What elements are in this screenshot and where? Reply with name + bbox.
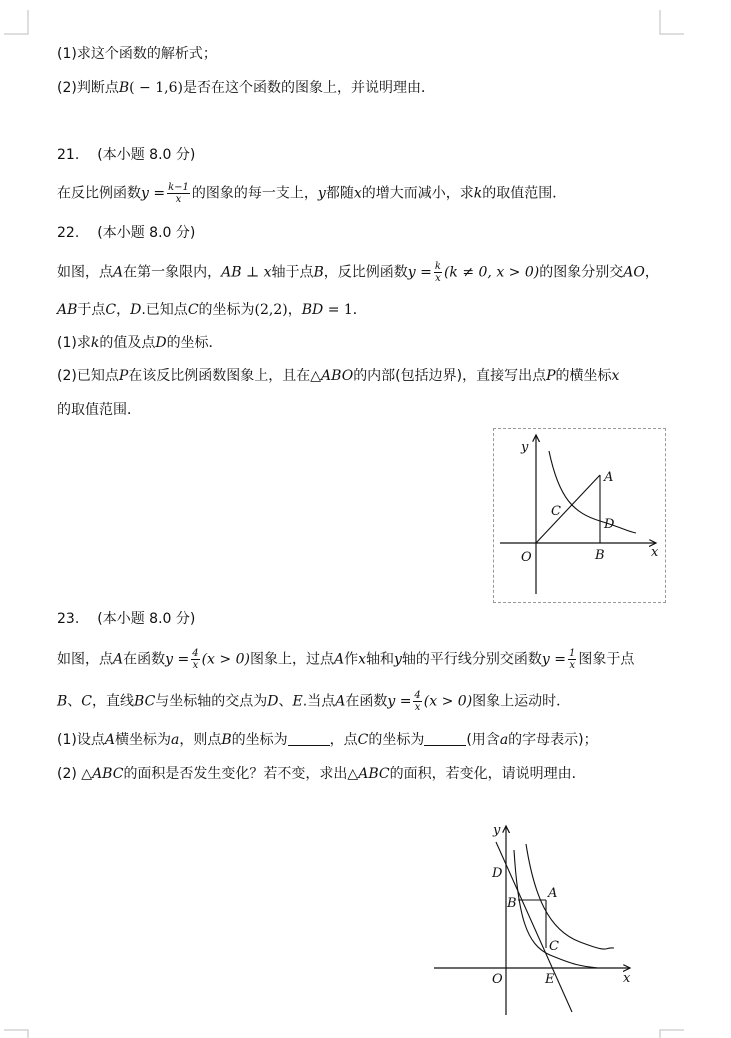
q23-part2: (2) △ABC的面积是否发生变化？若不变，求出△ABC的面积，若变化，请说明理由． — [57, 766, 586, 782]
label-x: x — [651, 545, 659, 560]
label-D: D — [492, 866, 503, 881]
fraction: $\frac{k-1}{x}$ — [168, 182, 189, 205]
figure-q22-svg — [494, 429, 665, 602]
q22-line2: AB于点C，D.已知点C的坐标为(2,2)，BD = 1． — [57, 302, 367, 318]
q21-header — [57, 145, 195, 165]
fraction: $\frac{1}{x}$ — [569, 648, 576, 671]
label-y: y — [493, 823, 501, 838]
q23-part1: (1)设点A横坐标为a，则点B的坐标为 ，点C的坐标为 (用含a的字母表示)； — [57, 732, 598, 748]
label-A: A — [548, 886, 558, 901]
segment-AO — [536, 475, 600, 543]
label-E: E — [545, 972, 555, 987]
q22-part2-cont: 的取值范围． — [57, 402, 141, 418]
fraction: $\frac{4}{x}$ — [192, 648, 199, 671]
label-x: x — [623, 971, 631, 986]
answer-blank-B[interactable] — [288, 731, 330, 746]
label-O: O — [521, 550, 532, 565]
figure-q23 — [430, 820, 635, 1020]
answer-blank-C[interactable] — [424, 731, 466, 746]
question-score: (本小题 8.0 分) — [97, 147, 196, 163]
question-number: 23. — [57, 611, 80, 627]
fraction: $\frac{4}{x}$ — [414, 690, 421, 713]
line-BC — [496, 842, 572, 1012]
q23-line1: 如图，点A在函数y = $\frac{4}{x}$ (x > 0)图象上，过点A作x轴和y轴的平行线分别交函数y = $\frac{1}{x}$ 图象于点 — [57, 648, 635, 671]
label-D: D — [604, 517, 615, 532]
q22-part1: (1)求k的值及点D的坐标． — [57, 335, 223, 351]
q20-part1: (1)求这个函数的解析式； — [57, 46, 217, 62]
label-A: A — [604, 470, 614, 485]
q22-line1: 如图，点A在第一象限内，AB ⊥ x轴于点B，反比例函数y = $\frac{k}{x}$ (k ≠ 0, x > 0)的图象分别交AO， — [57, 261, 659, 284]
q23-line2: B、C，直线BC与坐标轴的交点为D、E.当点A在函数y = $\frac{4}{x}$ (x > 0)图象上运动时． — [57, 690, 571, 713]
q20-part2: (2)判断点B( − 1,6)是否在这个函数的图象上，并说明理由． — [57, 80, 435, 96]
question-score: (本小题 8.0 分) — [97, 611, 196, 627]
question-number: 22. — [57, 225, 80, 241]
fraction: $\frac{k}{x}$ — [434, 261, 441, 284]
curve-y-4-over-x — [526, 844, 614, 949]
q22-part2: (2)已知点P在该反比例函数图象上，且在△ABO的内部(包括边界)，直接写出点P的横坐标x — [57, 368, 620, 384]
question-score: (本小题 8.0 分) — [97, 225, 196, 241]
figure-q22 — [493, 428, 666, 603]
label-y: y — [521, 440, 529, 455]
label-C: C — [549, 939, 559, 954]
label-B: B — [595, 548, 605, 563]
q23-header — [57, 609, 195, 629]
question-number: 21. — [57, 147, 80, 163]
q22-header — [57, 223, 195, 243]
hyperbola — [549, 451, 636, 533]
q21-text: 在反比例函数y = $\frac{k-1}{x}$ 的图象的每一支上，y都随x的增大而减小，求k的取值范围． — [57, 182, 567, 205]
label-B: B — [507, 896, 517, 911]
label-O: O — [492, 972, 503, 987]
label-C: C — [551, 504, 561, 519]
